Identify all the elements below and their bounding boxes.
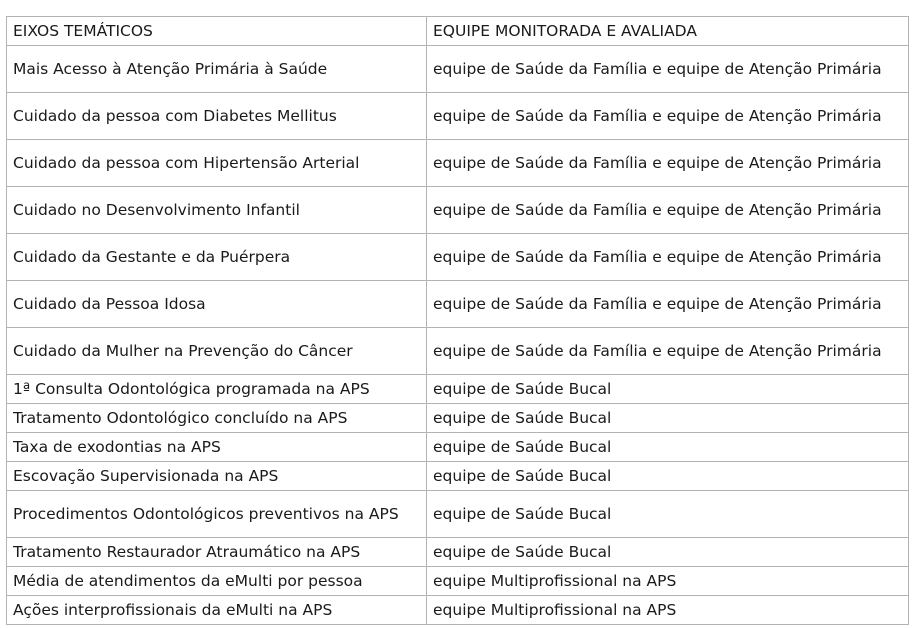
table-row (7, 375, 909, 404)
header-equipe-monitorada: EQUIPE MONITORADA E AVALIADA (427, 17, 909, 46)
equipe-cell: equipe Multiprofissional na APS (427, 596, 909, 625)
equipe-cell: equipe de Saúde da Família e equipe de Atenção Primária (427, 187, 909, 234)
table-row (7, 404, 909, 433)
table-row (7, 596, 909, 625)
equipe-cell: equipe de Saúde da Família e equipe de Atenção Primária (427, 234, 909, 281)
table-row (7, 491, 909, 538)
equipe-cell: equipe de Saúde Bucal (427, 538, 909, 567)
table-row (7, 328, 909, 375)
equipe-cell: equipe de Saúde da Família e equipe de Atenção Primária (427, 93, 909, 140)
thematic-axes-table (6, 16, 909, 625)
eixo-cell: Escovação Supervisionada na APS (7, 462, 427, 491)
eixo-cell: Taxa de exodontias na APS (7, 433, 427, 462)
eixo-cell: Cuidado no Desenvolvimento Infantil (7, 187, 427, 234)
table-row (7, 187, 909, 234)
equipe-cell: equipe de Saúde da Família e equipe de Atenção Primária (427, 328, 909, 375)
equipe-cell: equipe de Saúde da Família e equipe de Atenção Primária (427, 281, 909, 328)
table-row (7, 462, 909, 491)
eixo-cell: Cuidado da Gestante e da Puérpera (7, 234, 427, 281)
eixo-cell: 1ª Consulta Odontológica programada na APS (7, 375, 427, 404)
table-row (7, 567, 909, 596)
eixo-cell: Tratamento Restaurador Atraumático na APS (7, 538, 427, 567)
eixo-cell: Procedimentos Odontológicos preventivos na APS (7, 491, 427, 538)
equipe-cell: equipe de Saúde da Família e equipe de Atenção Primária (427, 140, 909, 187)
eixo-cell: Tratamento Odontológico concluído na APS (7, 404, 427, 433)
table-row (7, 433, 909, 462)
equipe-cell: equipe de Saúde Bucal (427, 491, 909, 538)
table-row (7, 140, 909, 187)
eixo-cell: Mais Acesso à Atenção Primária à Saúde (7, 46, 427, 93)
equipe-cell: equipe de Saúde Bucal (427, 404, 909, 433)
equipe-cell: equipe de Saúde Bucal (427, 375, 909, 404)
eixo-cell: Cuidado da Pessoa Idosa (7, 281, 427, 328)
eixo-cell: Média de atendimentos da eMulti por pessoa (7, 567, 427, 596)
eixo-cell: Ações interprofissionais da eMulti na APS (7, 596, 427, 625)
header-eixos-tematicos: EIXOS TEMÁTICOS (7, 17, 427, 46)
table-row (7, 281, 909, 328)
table-header-row (7, 17, 909, 46)
eixo-cell: Cuidado da pessoa com Hipertensão Arterial (7, 140, 427, 187)
table-row (7, 46, 909, 93)
eixo-cell: Cuidado da pessoa com Diabetes Mellitus (7, 93, 427, 140)
equipe-cell: equipe de Saúde Bucal (427, 433, 909, 462)
table-row (7, 234, 909, 281)
equipe-cell: equipe de Saúde da Família e equipe de Atenção Primária (427, 46, 909, 93)
table-row (7, 93, 909, 140)
equipe-cell: equipe de Saúde Bucal (427, 462, 909, 491)
table-row (7, 538, 909, 567)
eixo-cell: Cuidado da Mulher na Prevenção do Câncer (7, 328, 427, 375)
equipe-cell: equipe Multiprofissional na APS (427, 567, 909, 596)
